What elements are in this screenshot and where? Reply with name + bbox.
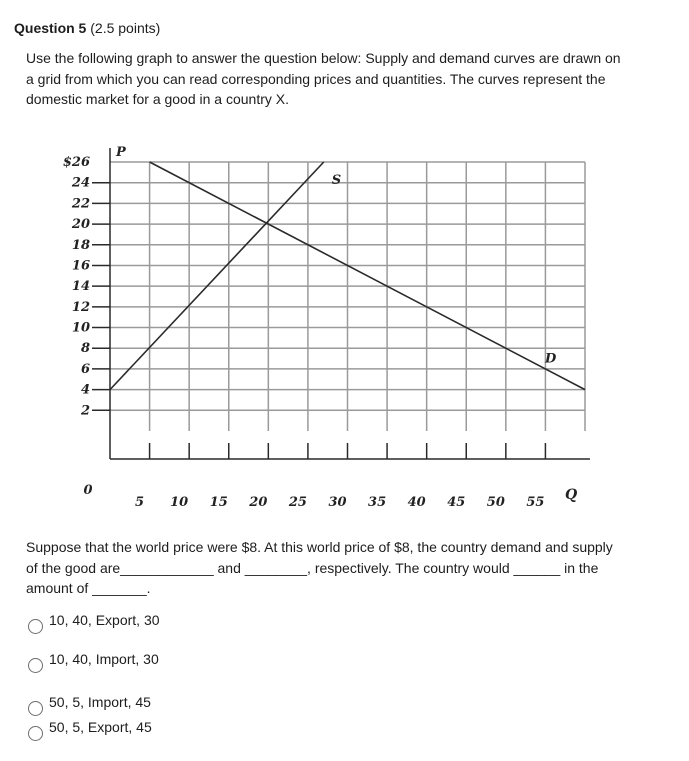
x-tick-label: 50 (486, 495, 505, 510)
x-tick-label: 10 (170, 495, 189, 510)
y-tick-label: 10 (71, 320, 90, 336)
question-title: Question 5 (14, 20, 87, 36)
question-intro: Use the following graph to answer the question below: Supply and demand curves are drawn on a grid from which you can read corresponding prices and quantities. The curves represent the domestic market for a good in a country X. (26, 50, 621, 107)
supply-demand-chart (50, 140, 610, 520)
x-tick-label: 35 (368, 495, 387, 510)
answer-option-4[interactable] (28, 719, 152, 741)
series-label-d: D (545, 351, 557, 367)
x-tick-label: 45 (447, 495, 466, 510)
answer-label: 50, 5, Export, 45 (49, 719, 152, 735)
radio-button[interactable] (28, 701, 43, 716)
x-tick-label: 15 (209, 495, 228, 510)
x-tick-label: 20 (249, 495, 268, 510)
answer-label: 10, 40, Export, 30 (49, 612, 160, 628)
y-tick-label: 12 (71, 299, 90, 315)
answer-label: 10, 40, Import, 30 (49, 651, 159, 667)
x-tick-label: 55 (526, 495, 545, 510)
x-tick-label: 5 (135, 495, 145, 510)
y-tick-label: 22 (71, 196, 90, 212)
answer-label: 50, 5, Import, 45 (49, 694, 151, 710)
y-tick-label: 4 (80, 382, 90, 398)
radio-button[interactable] (28, 619, 43, 634)
question-prompt: Suppose that the world price were $8. At this world price of $8, the country demand and supply of the good are____________ and ________, respectively. The country would ______ in the amount of _______. (26, 539, 613, 596)
answer-option-2[interactable] (28, 651, 159, 673)
answer-option-1[interactable] (28, 612, 160, 634)
y-tick-label: 18 (71, 237, 90, 253)
origin-label: 0 (83, 483, 93, 498)
x-axis-title: Q (565, 487, 578, 503)
series-line-s (110, 162, 324, 390)
series-line-d (150, 162, 585, 390)
x-tick-label: 40 (407, 495, 426, 510)
y-tick-label: $26 (62, 155, 90, 170)
y-tick-label: 24 (71, 175, 90, 191)
question-header (14, 20, 160, 36)
y-tick-label: 14 (71, 279, 90, 295)
x-tick-label: 25 (288, 495, 307, 510)
chart-axes (92, 148, 590, 459)
question-points: (2.5 points) (90, 20, 161, 36)
y-axis-title: P (116, 145, 126, 160)
y-tick-label: 16 (71, 258, 90, 274)
answer-option-3[interactable] (28, 694, 151, 716)
y-tick-label: 8 (80, 341, 90, 357)
y-tick-label: 2 (80, 403, 90, 419)
radio-button[interactable] (28, 658, 43, 673)
radio-button[interactable] (28, 726, 43, 741)
chart-grid (110, 162, 585, 431)
series-label-s: S (331, 173, 342, 188)
x-tick-label: 30 (328, 495, 347, 510)
y-tick-label: 6 (80, 361, 90, 377)
y-tick-label: 20 (71, 217, 90, 233)
